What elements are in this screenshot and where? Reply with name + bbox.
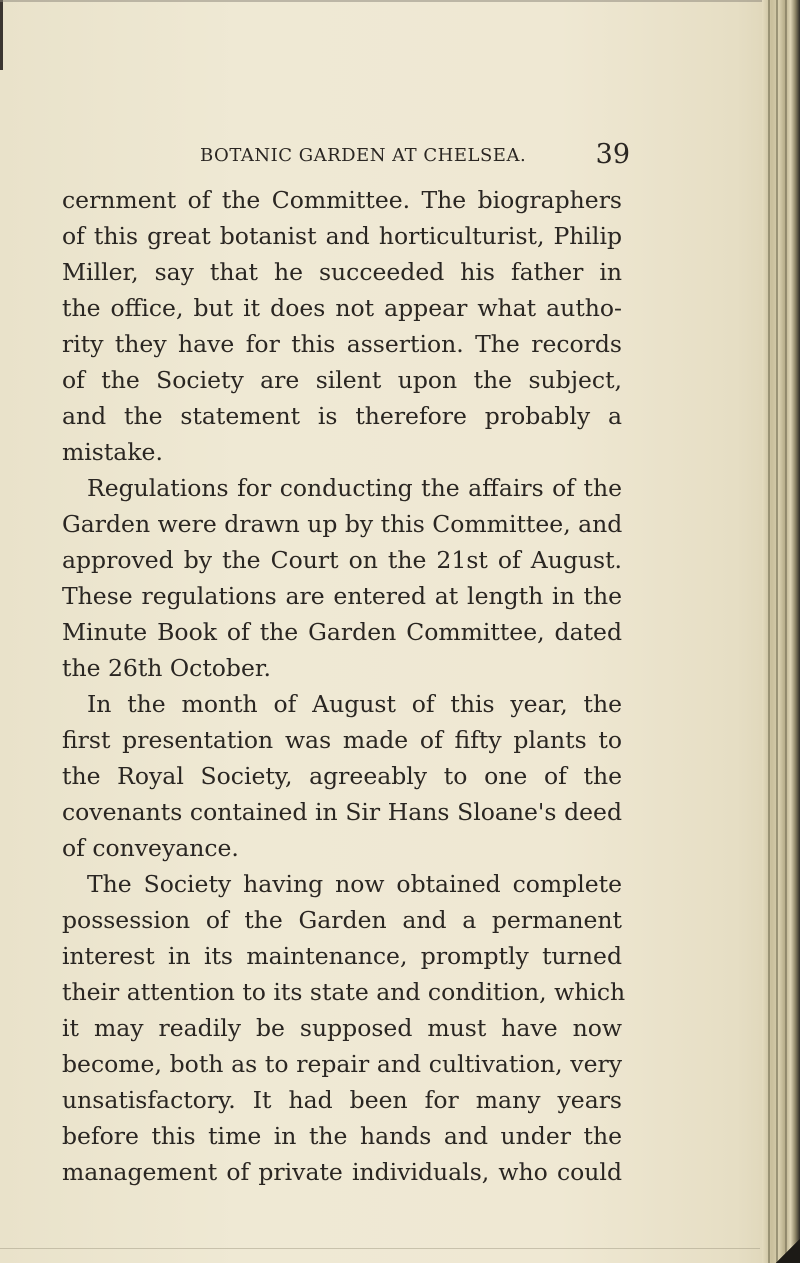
- page-top-edge: [0, 0, 770, 2]
- text-line: first presentation was made of fifty plants to: [62, 726, 622, 754]
- text-line: Minute Book of the Garden Committee, dated: [62, 618, 622, 646]
- book-binding-edge: [762, 0, 800, 1263]
- page-number: 39: [595, 139, 630, 170]
- text-line: possession of the Garden and a permanent: [62, 906, 622, 934]
- body-text: [62, 182, 626, 1190]
- text-line: rity they have for this assertion. The records: [62, 330, 622, 358]
- text-line: management of private individuals, who could: [62, 1158, 622, 1186]
- text-line: mistake.: [62, 438, 163, 466]
- binding-line: [785, 0, 787, 1263]
- text-line: Regulations for conducting the affairs of the: [87, 474, 622, 502]
- text-line: Miller, say that he succeeded his father in: [62, 258, 622, 286]
- page-bottom-edge: [0, 1248, 760, 1249]
- running-head: BOTANIC GARDEN AT CHELSEA.: [200, 145, 527, 166]
- text-line: covenants contained in Sir Hans Sloane's deed: [62, 798, 622, 826]
- text-line: approved by the Court on the 21st of August.: [62, 546, 622, 574]
- text-line: of this great botanist and horticulturist, Philip: [62, 222, 622, 250]
- text-line: unsatisfactory. It had been for many years: [62, 1086, 622, 1114]
- binding-corner: [776, 1239, 800, 1263]
- text-line: their attention to its state and condition, which: [62, 978, 626, 1006]
- text-line: before this time in the hands and under the: [62, 1122, 622, 1150]
- text-line: and the statement is therefore probably a: [62, 402, 622, 430]
- text-line: interest in its maintenance, promptly turned: [62, 942, 622, 970]
- text-line: of conveyance.: [62, 834, 239, 862]
- text-line: it may readily be supposed must have now: [62, 1014, 622, 1042]
- text-line: the 26th October.: [62, 654, 271, 682]
- text-line: the office, but it does not appear what autho-: [62, 294, 622, 322]
- text-line: Garden were drawn up by this Committee, and: [62, 510, 623, 538]
- text-line: of the Society are silent upon the subject,: [62, 366, 622, 394]
- text-line: These regulations are entered at length in the: [62, 582, 622, 610]
- text-line: cernment of the Committee. The biographers: [62, 186, 622, 214]
- text-line: the Royal Society, agreeably to one of the: [62, 762, 622, 790]
- page-header: [200, 139, 630, 175]
- text-line: The Society having now obtained complete: [87, 870, 622, 898]
- text-line: become, both as to repair and cultivation, very: [62, 1050, 622, 1078]
- binding-line: [768, 0, 770, 1263]
- binding-line: [776, 0, 778, 1263]
- previous-page-edge: [0, 0, 3, 70]
- text-line: In the month of August of this year, the: [87, 690, 622, 718]
